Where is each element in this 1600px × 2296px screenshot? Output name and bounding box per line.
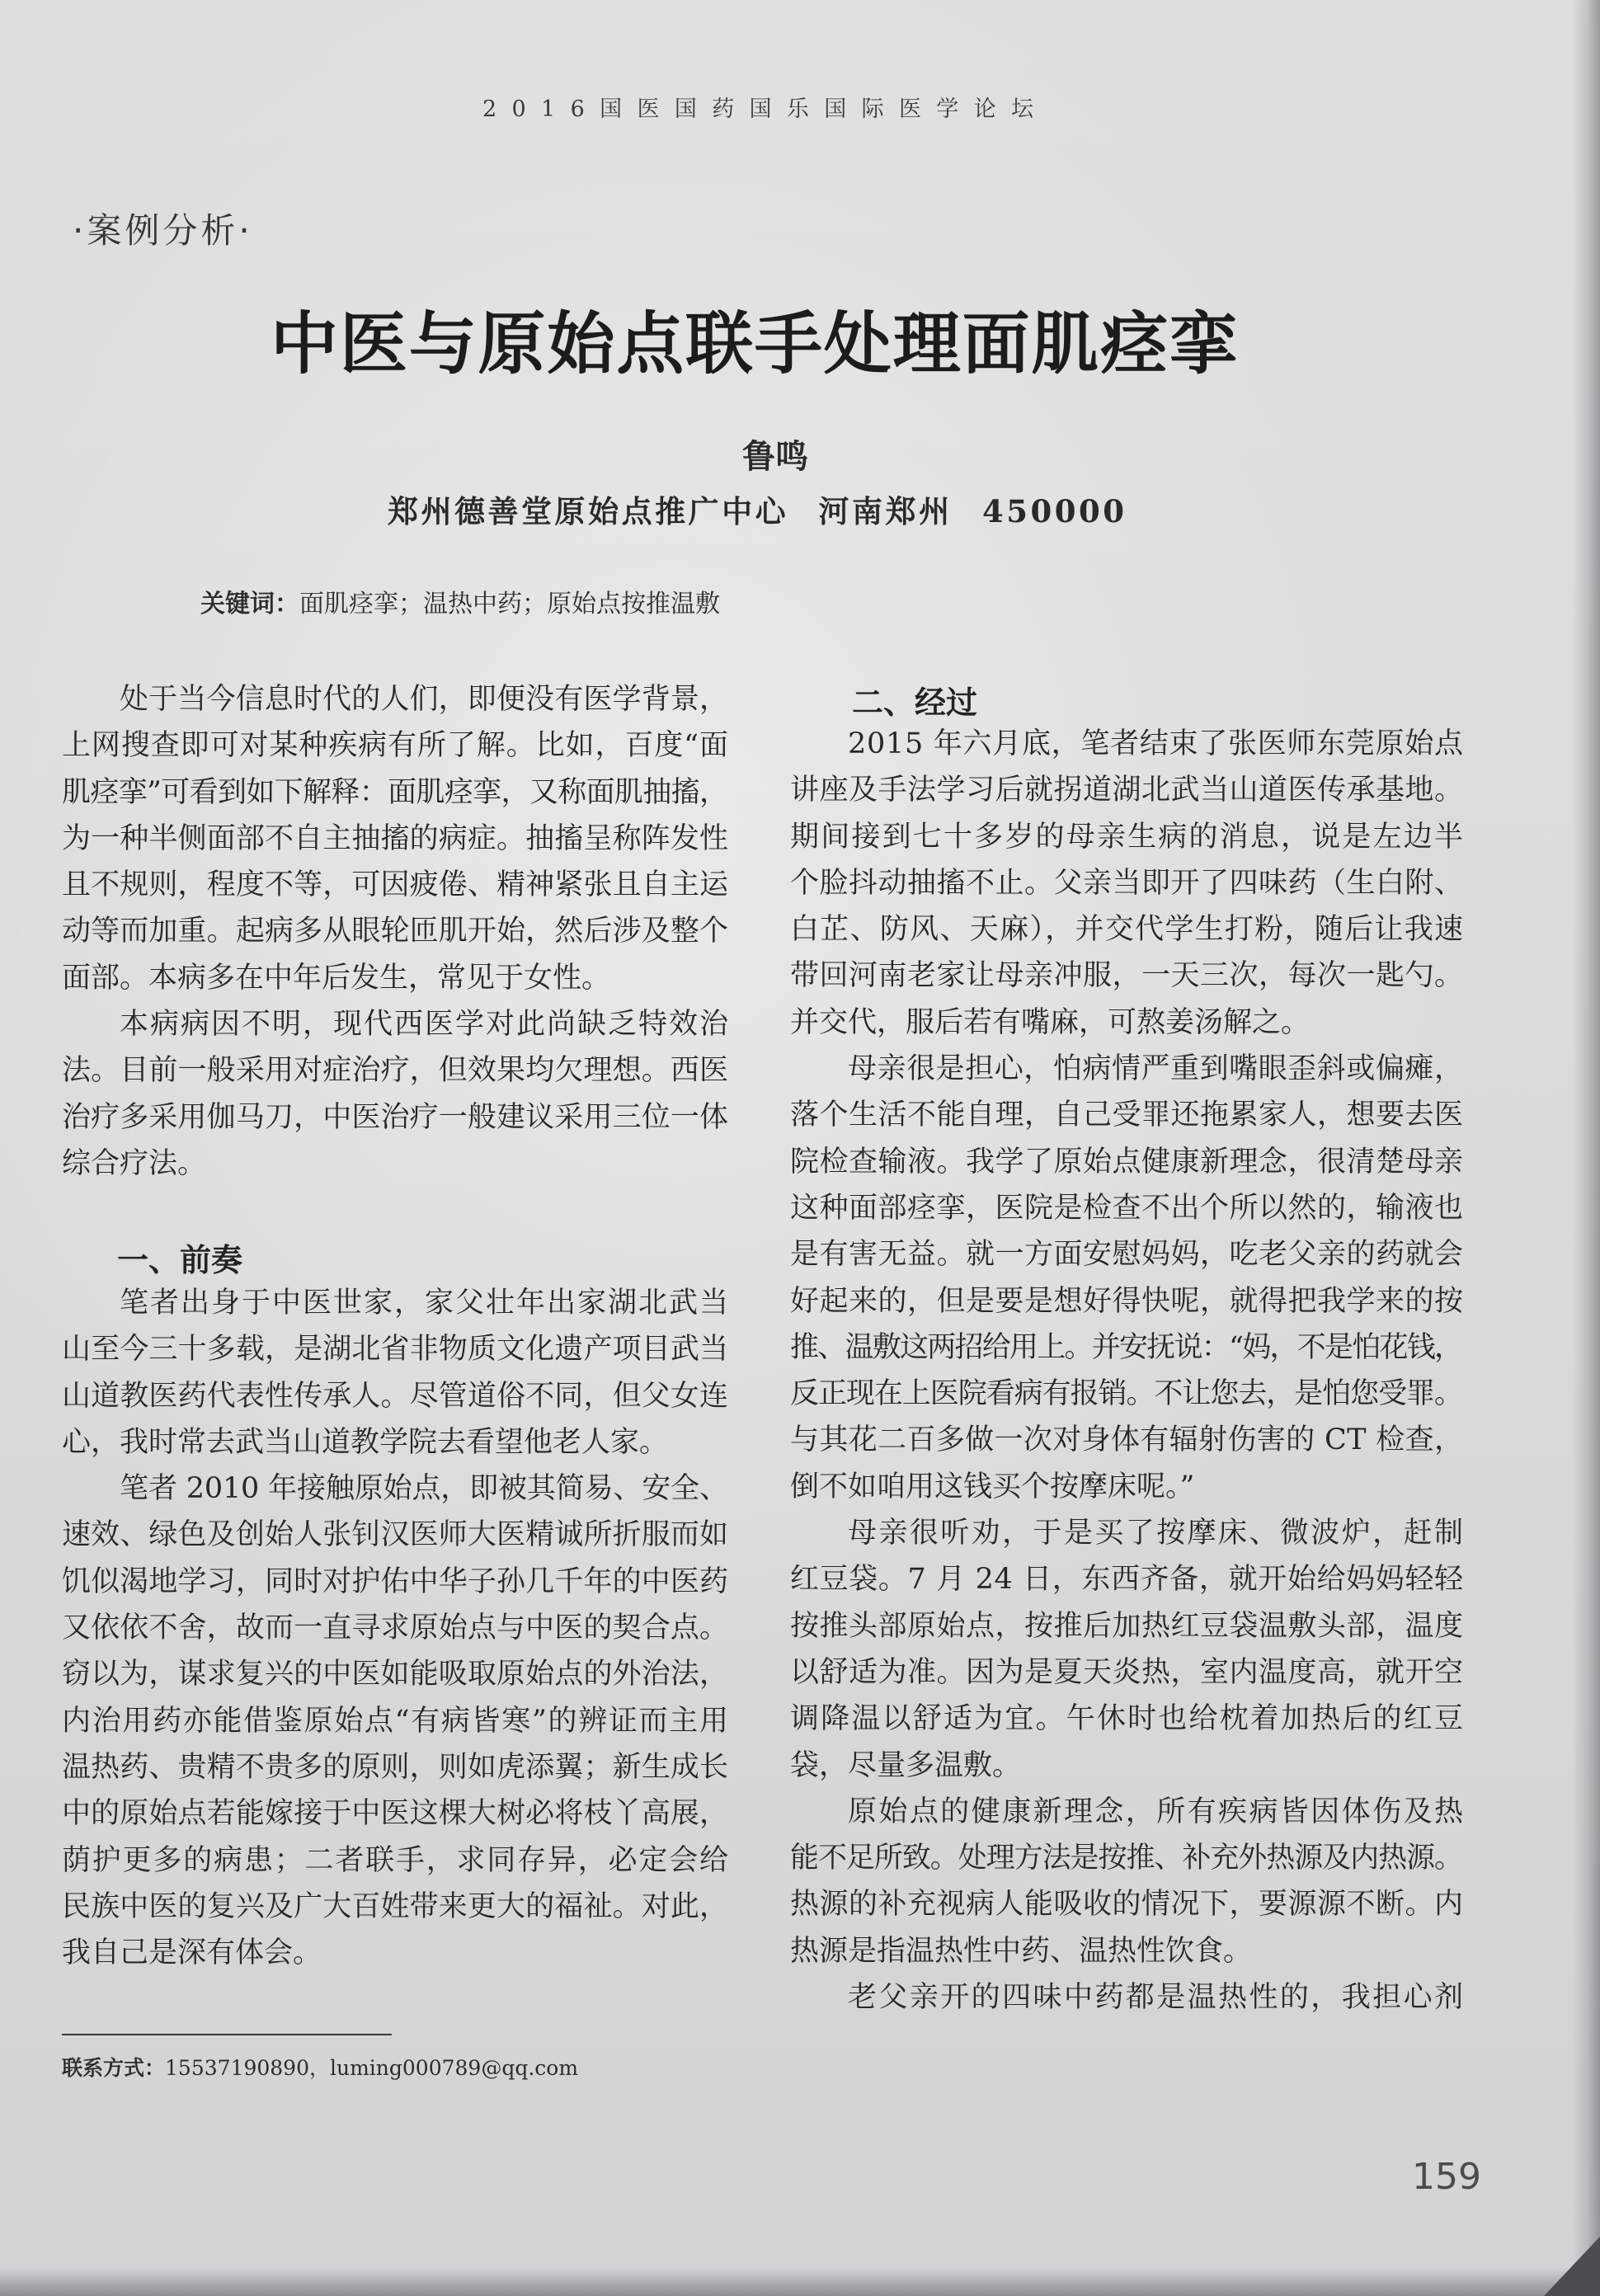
text-line: 法。目前一般采用对症治疗，但效果均欠理想。西医 bbox=[62, 1054, 729, 1088]
text-line: 热源的补充视病人能吸收的情况下，要源源不断。内 bbox=[790, 1888, 1464, 1922]
text-line: 心，我时常去武当山道教学院去看望他老人家。 bbox=[62, 1425, 669, 1459]
section-heading-prelude: 一、前奏 bbox=[117, 1242, 243, 1278]
text-line: 山道教医药代表性传承人。尽管道俗不同，但父女连 bbox=[62, 1379, 729, 1413]
text-line: 荫护更多的病患；二者联手，求同存异，必定会给 bbox=[62, 1843, 730, 1877]
text-line: 为一种半侧面部不自主抽搐的病症。抽搐呈称阵发性 bbox=[62, 821, 729, 855]
text-line: 是有害无益。就一方面安慰妈妈，吃老父亲的药就会 bbox=[790, 1238, 1464, 1272]
text-line: 母亲很听劝，于是买了按摩床、微波炉，赶制 bbox=[848, 1517, 1466, 1550]
text-line: 带回河南老家让母亲冲服，一天三次，每次一匙勺。 bbox=[790, 959, 1464, 993]
text-line: 本病病因不明，现代西医学对此尚缺乏特效治 bbox=[120, 1008, 730, 1042]
text-line: 民族中医的复兴及广大百姓带来更大的福祉。对此， bbox=[62, 1889, 729, 1923]
text-line: 能不足所致。处理方法是按推、补充外热源及内热源。 bbox=[790, 1842, 1462, 1875]
text-line: 上网搜查即可对某种疾病有所了解。比如，百度“面 bbox=[62, 729, 729, 763]
text-line: 以舒适为准。因为是夏天炎热，室内温度高，就开空 bbox=[790, 1655, 1464, 1689]
paragraph bbox=[790, 1974, 1466, 2021]
text-line: 院检查输液。我学了原始点健康新理念，很清楚母亲 bbox=[790, 1145, 1464, 1179]
keywords-label: 关键词： bbox=[200, 590, 299, 619]
contact-label: 联系方式： bbox=[62, 2056, 166, 2080]
text-line: 面部。本病多在中年后发生，常见于女性。 bbox=[62, 961, 611, 995]
text-line: 又依依不舍，故而一直寻求原始点与中医的契合点。 bbox=[62, 1611, 729, 1645]
intro-text bbox=[62, 676, 728, 1187]
text-line: 推、温敷这两招给用上。并安抚说：“妈，不是怕花钱， bbox=[790, 1330, 1462, 1364]
section-process-text bbox=[790, 721, 1466, 2021]
text-line: 处于当今信息时代的人们，即便没有医学背景， bbox=[120, 683, 729, 716]
text-line: 白芷、防风、天麻），并交代学生打粉，随后让我速 bbox=[790, 913, 1465, 947]
text-line: 笔者出身于中医世家，家父壮年出家湖北武当 bbox=[120, 1287, 730, 1320]
text-line: 2015 年六月底，笔者结束了张医师东莞原始点 bbox=[848, 727, 1464, 760]
author-name: 鲁鸣 bbox=[742, 437, 808, 476]
paragraph bbox=[790, 1046, 1463, 1510]
text-line: 好起来的，但是要是想好得快呢，就得把我学来的按 bbox=[790, 1284, 1464, 1318]
text-line: 反正现在上医院看病有报销。不让您去，是怕您受罪。 bbox=[790, 1377, 1462, 1411]
article-title: 中医与原始点联手处理面肌痉挛 bbox=[271, 304, 1239, 383]
author-affiliation: 郑州德善堂原始点推广中心 河南郑州 450000 bbox=[388, 493, 1127, 529]
text-line: 山至今三十多载，是湖北省非物质文化遗产项目武当 bbox=[62, 1333, 729, 1367]
text-line: 按推头部原始点，按推后加热红豆袋温敷头部，温度 bbox=[790, 1609, 1464, 1643]
paragraph bbox=[62, 676, 728, 1001]
paragraph bbox=[790, 1789, 1466, 1974]
paragraph bbox=[790, 1510, 1466, 1789]
paragraph bbox=[62, 1280, 728, 1466]
text-line: 肌痉挛”可看到如下解释：面肌痉挛，又称面肌抽搐， bbox=[62, 775, 728, 809]
page-bottom-shadow bbox=[0, 2268, 1600, 2296]
text-line: 原始点的健康新理念，所有疾病皆因体伤及热 bbox=[848, 1795, 1466, 1828]
paragraph bbox=[790, 721, 1466, 1046]
text-line: 与其花二百多做一次对身体有辐射伤害的 CT 检查， bbox=[790, 1423, 1464, 1457]
text-line: 治疗多采用伽马刀，中医治疗一般建议采用三位一体 bbox=[62, 1100, 729, 1134]
page-edge-shadow bbox=[1572, 0, 1600, 2296]
section-tag: ·案例分析· bbox=[73, 210, 253, 251]
text-line: 老父亲开的四味中药都是温热性的，我担心剂 bbox=[848, 1981, 1466, 2015]
text-line: 调降温以舒适为宜。午休时也给枕着加热后的红豆 bbox=[790, 1702, 1466, 1736]
text-line: 红豆袋。7 月 24 日，东西齐备，就开始给妈妈轻轻 bbox=[790, 1563, 1464, 1597]
text-line: 母亲很是担心，怕病情严重到嘴眼歪斜或偏瘫， bbox=[848, 1052, 1464, 1086]
running-header: 2016国医国药国乐国际医学论坛 bbox=[482, 96, 1049, 122]
text-line: 落个生活不能自理，自己受罪还拖累家人，想要去医 bbox=[790, 1099, 1464, 1132]
text-line: 窃以为，谋求复兴的中医如能吸取原始点的外治法， bbox=[62, 1658, 729, 1691]
paragraph bbox=[62, 1466, 728, 1976]
contact-details: 15537190890，luming000789@qq.com bbox=[165, 2056, 579, 2080]
text-line: 且不规则，程度不等，可因疲倦、精神紧张且自主运 bbox=[62, 868, 729, 902]
text-line: 这种面部痉挛，医院是检查不出个所以然的，输液也 bbox=[790, 1191, 1464, 1225]
keywords-text: 面肌痉挛；温热中药；原始点按推温敷 bbox=[299, 590, 720, 619]
text-line: 个脸抖动抽搐不止。父亲当即开了四味药（生白附、 bbox=[790, 866, 1464, 900]
keywords bbox=[200, 589, 720, 620]
text-line: 笔者 2010 年接触原始点，即被其简易、安全、 bbox=[120, 1472, 728, 1506]
paragraph bbox=[62, 1001, 728, 1187]
text-line: 袋，尽量多温敷。 bbox=[790, 1748, 1022, 1782]
text-line: 速效、绿色及创始人张钊汉医师大医精诚所折服而如 bbox=[62, 1518, 729, 1552]
contact-footnote bbox=[62, 2055, 578, 2082]
text-line: 内治用药亦能借鉴原始点“有病皆寒”的辨证而主用 bbox=[62, 1704, 730, 1738]
text-line: 并交代，服后若有嘴麻，可熬姜汤解之。 bbox=[790, 1005, 1311, 1039]
text-line: 热源是指温热性中药、温热性饮食。 bbox=[790, 1934, 1253, 1968]
text-line: 期间接到七十多岁的母亲生病的消息，说是左边半 bbox=[790, 820, 1466, 854]
text-line: 我自己是深有体会。 bbox=[62, 1936, 322, 1970]
text-line: 温热药、贵精不贵多的原则，则如虎添翼；新生成长 bbox=[62, 1750, 729, 1784]
text-line: 中的原始点若能嫁接于中医这棵大树必将枝丫高展， bbox=[62, 1797, 729, 1831]
section-prelude-text bbox=[62, 1280, 728, 1976]
text-line: 综合疗法。 bbox=[62, 1146, 207, 1180]
text-line: 倒不如咱用这钱买个按摩床呢。” bbox=[790, 1470, 1195, 1503]
text-line: 讲座及手法学习后就拐道湖北武当山道医传承基地。 bbox=[790, 774, 1464, 807]
text-line: 饥似渴地学习，同时对护佑中华子孙几千年的中医药 bbox=[62, 1564, 729, 1598]
page-number: 159 bbox=[1412, 2156, 1481, 2198]
section-heading-process: 二、经过 bbox=[852, 685, 978, 721]
footnote-divider bbox=[62, 2034, 392, 2035]
text-line: 动等而加重。起病多从眼轮匝肌开始，然后涉及整个 bbox=[62, 915, 729, 948]
